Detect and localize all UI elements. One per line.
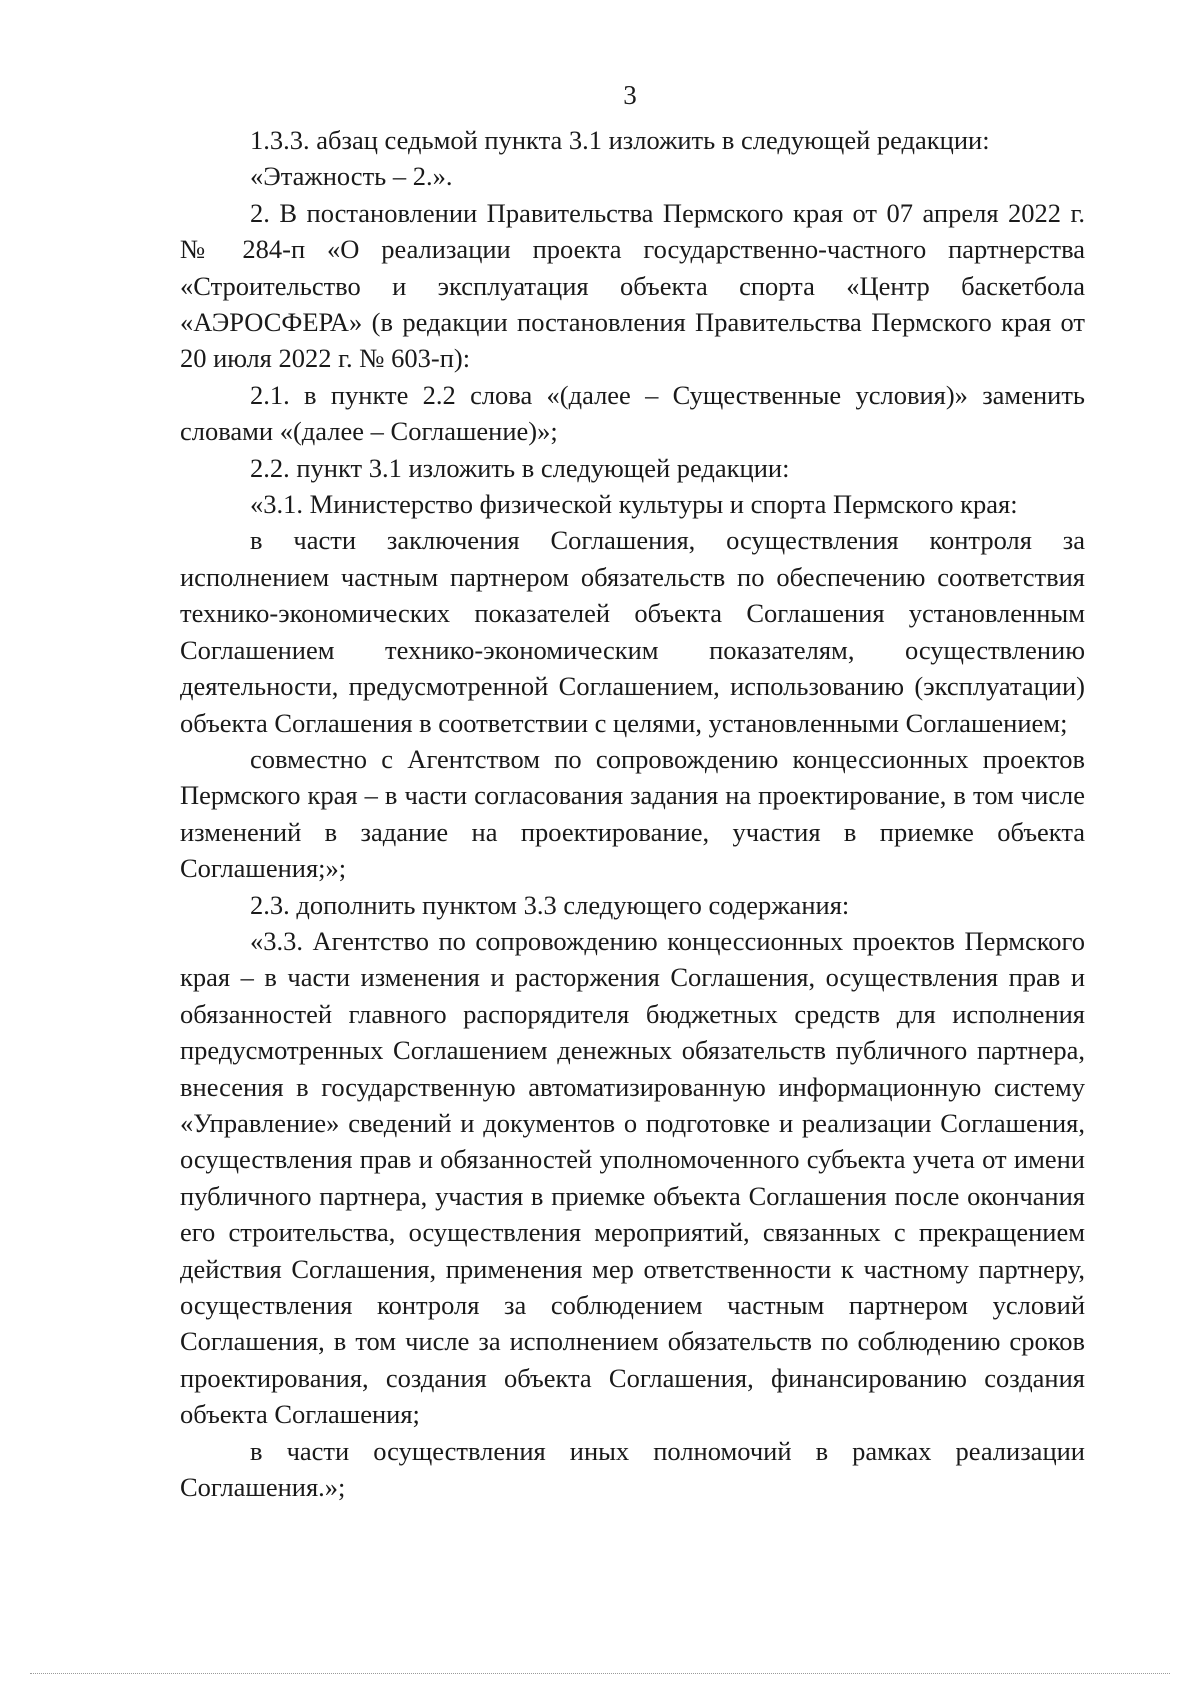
paragraph-other-powers: в части осуществления иных полномочий в рамках реализации Соглашения.»; [180, 1435, 1085, 1503]
paragraph-2: 2. В постановлении Правительства Пермского края от 07 апреля 2022 г. № 284-п «О реализации проекта государственно-частного партнерства «Строительство и эксплуатация объекта спорта «Центр баскетбола «АЭРОСФЕРА» (в редакции постановления Правительства Пермского края от 20 июля 2022 г. № 603-п): [180, 197, 1085, 374]
paragraph-2-1: 2.1. в пункте 2.2 слова «(далее – Существенные условия)» заменить словами «(далее – Соглашение)»; [180, 379, 1085, 447]
paragraph-3-3: «3.3. Агентство по сопровождению концессионных проектов Пермского края – в части изменения и расторжения Соглашения, осуществления прав и обязанностей главного распорядителя бюджетных средств для исполнения предусмотренных Соглашением денежных обязательств публичного партнера, внесения в государственную автоматизированную информационную систему «Управление» сведений и документов о подготовке и реализации Соглашения, осуществления прав и обязанностей уполномоченного субъекта учета от имени публичного партнера, участия в приемке объекта Соглашения после окончания его строительства, осуществления мероприятий, связанных с прекращением действия Соглашения, применения мер ответственности к частному партнеру, осуществления контроля за соблюдением частным партнером условий Соглашения, в том числе за исполнением обязательств по соблюдению сроков проектирования, создания объекта Соглашения, финансированию создания объекта Соглашения; [180, 925, 1085, 1430]
paragraph-ministry-scope: в части заключения Соглашения, осуществления контроля за исполнением частным партнером обязательств по обеспечению соответствия технико-экономических показателей объекта Соглашения установленным Соглашением технико-экономическим показателям, осуществлению деятельности, предусмотренной Соглашением, использованию (эксплуатации) объекта Соглашения в соответствии с целями, установленными Соглашением; [180, 525, 1085, 738]
paragraph-2-3: 2.3. дополнить пунктом 3.3 следующего содержания: [250, 889, 850, 920]
scan-bottom-edge [30, 1673, 1170, 1674]
paragraph-3-1: «3.1. Министерство физической культуры и спорта Пермского края: [250, 489, 1018, 520]
paragraph-1-3-3: 1.3.3. абзац седьмой пункта 3.1 изложить в следующей редакции: [250, 125, 990, 155]
page-number: 3 [623, 80, 637, 110]
document-body [180, 122, 1085, 1505]
paragraph-storeys: «Этажность – 2.». [250, 161, 453, 192]
paragraph-joint-agency: совместно с Агентством по сопровождению концессионных проектов Пермского края – в части согласования задания на проектирование, в том числе изменений в задание на проектирование, участия в приемке объекта Соглашения;»; [180, 743, 1085, 884]
paragraph-2-2: 2.2. пункт 3.1 изложить в следующей редакции: [250, 452, 790, 483]
